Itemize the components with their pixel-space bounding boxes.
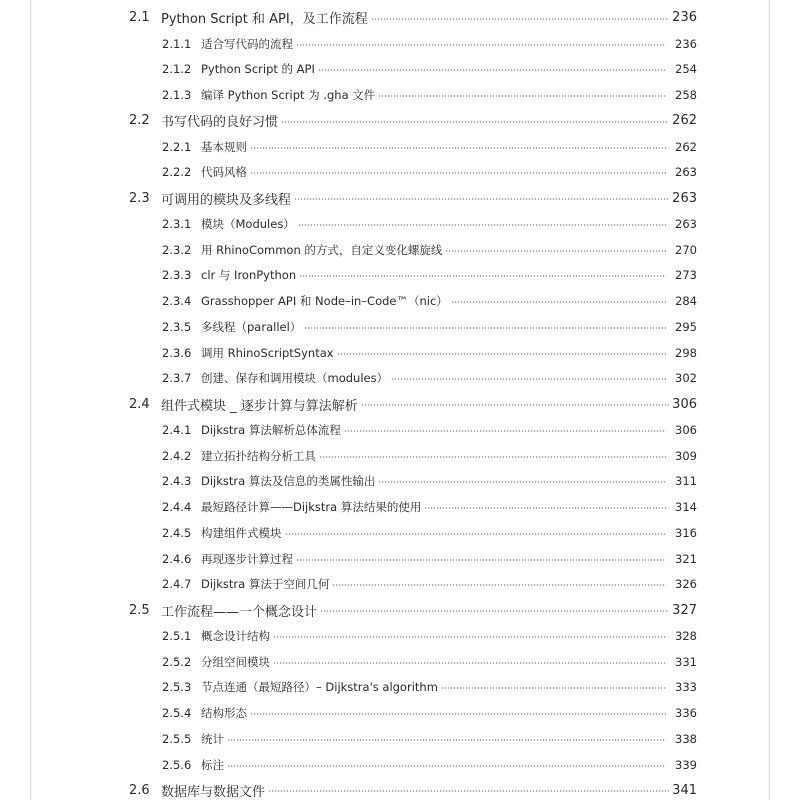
toc-section-entry[interactable]: [0, 778, 800, 800]
toc-entry-page-number: 298: [675, 345, 697, 360]
toc-subsection-entry[interactable]: [0, 263, 800, 289]
toc-subsection-entry[interactable]: [0, 546, 800, 572]
toc-section-entry[interactable]: [0, 108, 800, 134]
toc-subsection-entry[interactable]: [0, 675, 800, 701]
toc-entry-page-number: 311: [675, 474, 697, 489]
dot-leader: [227, 765, 666, 767]
dot-leader: [378, 95, 666, 97]
toc-entry-title: Python Script 和 API，及工作流程: [161, 12, 368, 28]
toc-entry-number: 2.5.1: [162, 628, 192, 643]
toc-entry-number: 2.3: [129, 190, 150, 206]
toc-entry-title: 结构形态: [201, 706, 247, 721]
toc-entry-number: 2.5: [129, 602, 150, 618]
toc-entry-page-number: 333: [675, 680, 697, 695]
toc-section-entry[interactable]: [0, 597, 800, 623]
toc-entry-title: Dijkstra 算法解析总体流程: [201, 422, 341, 437]
toc-entry-page-number: 262: [672, 113, 697, 129]
toc-entry-title: 最短路径计算——Dijkstra 算法结果的使用: [201, 500, 422, 515]
toc-entry-title: clr 与 IronPython: [201, 268, 297, 283]
toc-entry-title: 编译 Python Script 为 .gha 文件: [201, 88, 376, 103]
dot-leader: [318, 69, 666, 71]
toc-entry-number: 2.5.2: [162, 654, 192, 669]
toc-entry-page-number: 336: [675, 706, 697, 721]
toc-subsection-entry[interactable]: [0, 623, 800, 649]
toc-entry-title: 分组空间模块: [201, 654, 270, 669]
toc-entry-number: 2.1: [129, 10, 150, 26]
toc-entry-title: 概念设计结构: [201, 628, 270, 643]
toc-entry-title: 组件式模块 _ 逐步计算与算法解析: [161, 398, 358, 414]
toc-subsection-entry[interactable]: [0, 288, 800, 314]
dot-leader: [299, 275, 666, 277]
dot-leader: [371, 18, 669, 20]
dot-leader: [451, 301, 666, 303]
toc-subsection-entry[interactable]: [0, 649, 800, 675]
toc-entry-page-number: 295: [675, 319, 697, 334]
toc-entry-number: 2.3.6: [162, 345, 192, 360]
toc-subsection-entry[interactable]: [0, 494, 800, 520]
dot-leader: [391, 378, 666, 380]
toc-entry-number: 2.1.2: [162, 62, 192, 77]
toc-entry-number: 2.3.5: [162, 319, 192, 334]
toc-entry-title: 建立拓扑结构分析工具: [201, 448, 316, 463]
toc-entry-number: 2.5.4: [162, 706, 192, 721]
toc-entry-number: 2.1.1: [162, 36, 192, 51]
dot-leader: [296, 559, 666, 561]
toc-entry-number: 2.4: [129, 396, 150, 412]
dot-leader: [304, 327, 666, 329]
toc-section-entry[interactable]: [0, 391, 800, 417]
toc-entry-title: 构建组件式模块: [201, 525, 282, 540]
toc-entry-number: 2.4.6: [162, 551, 192, 566]
toc-entry-number: 2.3.1: [162, 216, 192, 231]
toc-entry-number: 2.6: [129, 782, 150, 798]
dot-leader: [281, 121, 669, 123]
toc-subsection-entry[interactable]: [0, 237, 800, 263]
toc-entry-title: Python Script 的 API: [201, 62, 315, 77]
toc-subsection-entry[interactable]: [0, 340, 800, 366]
toc-entry-page-number: 263: [675, 165, 697, 180]
toc-entry-page-number: 254: [675, 62, 697, 77]
toc-subsection-entry[interactable]: [0, 726, 800, 752]
toc-entry-title: Dijkstra 算法于空间几何: [201, 577, 330, 592]
toc-entry-page-number: 270: [675, 242, 697, 257]
toc-entry-number: 2.4.4: [162, 500, 192, 515]
toc-entry-page-number: 284: [675, 294, 697, 309]
toc-entry-title: 节点连通（最短路径）– Dijkstra's algorithm: [201, 680, 438, 695]
toc-entry-title: 书写代码的良好习惯: [161, 115, 279, 131]
toc-entry-title: 模块（Modules）: [201, 216, 295, 231]
toc-entry-number: 2.1.3: [162, 88, 192, 103]
toc-entry-page-number: 328: [675, 628, 697, 643]
toc-entry-page-number: 341: [672, 782, 697, 798]
dot-leader: [361, 404, 669, 406]
toc-subsection-entry[interactable]: [0, 211, 800, 237]
toc-entry-number: 2.4.2: [162, 448, 192, 463]
toc-entry-title: 代码风格: [201, 165, 247, 180]
toc-entry-page-number: 338: [675, 731, 697, 746]
dot-leader: [441, 687, 666, 689]
dot-leader: [250, 147, 666, 149]
toc-entry-title: 统计: [201, 731, 224, 746]
dot-leader: [344, 430, 666, 432]
toc-entry-page-number: 262: [675, 139, 697, 154]
toc-subsection-entry[interactable]: [0, 572, 800, 598]
toc-entry-number: 2.3.2: [162, 242, 192, 257]
dot-leader: [320, 610, 669, 612]
toc-entry-title: 标注: [201, 757, 224, 772]
toc-entry-number: 2.3.4: [162, 294, 192, 309]
toc-entry-title: 数据库与数据文件: [161, 784, 266, 800]
dot-leader: [250, 172, 666, 174]
toc-subsection-entry[interactable]: [0, 417, 800, 443]
toc-entry-page-number: 339: [675, 757, 697, 772]
toc-entry-number: 2.5.5: [162, 731, 192, 746]
toc-subsection-entry[interactable]: [0, 700, 800, 726]
toc-entry-title: 适合写代码的流程: [201, 36, 293, 51]
dot-leader: [273, 662, 666, 664]
toc-entry-page-number: 327: [672, 602, 697, 618]
toc-subsection-entry[interactable]: [0, 31, 800, 57]
toc-entry-page-number: 331: [675, 654, 697, 669]
toc-entry-page-number: 236: [672, 10, 697, 26]
toc-section-entry[interactable]: [0, 5, 800, 31]
toc-section-entry[interactable]: [0, 185, 800, 211]
dot-leader: [445, 250, 666, 252]
dot-leader: [332, 584, 666, 586]
dot-leader: [337, 353, 666, 355]
toc-entry-page-number: 273: [675, 268, 697, 283]
dot-leader: [294, 198, 669, 200]
toc-entry-number: 2.4.5: [162, 525, 192, 540]
toc-entry-page-number: 321: [675, 551, 697, 566]
dot-leader: [319, 456, 666, 458]
toc-entry-title: 多线程（parallel）: [201, 319, 302, 334]
toc-subsection-entry[interactable]: [0, 469, 800, 495]
toc-subsection-entry[interactable]: [0, 443, 800, 469]
toc-entry-number: 2.3.3: [162, 268, 192, 283]
dot-leader: [268, 790, 669, 792]
toc-subsection-entry[interactable]: [0, 57, 800, 83]
dot-leader: [285, 533, 667, 535]
dot-leader: [424, 507, 666, 509]
table-of-contents: [0, 5, 800, 800]
toc-entry-number: 2.5.3: [162, 680, 192, 695]
toc-entry-title: 创建、保存和调用模块（modules）: [201, 371, 389, 386]
toc-entry-page-number: 309: [675, 448, 697, 463]
toc-entry-number: 2.2.1: [162, 139, 192, 154]
toc-entry-page-number: 302: [675, 371, 697, 386]
toc-entry-page-number: 306: [675, 422, 697, 437]
toc-entry-page-number: 306: [672, 396, 697, 412]
toc-entry-number: 2.5.6: [162, 757, 192, 772]
toc-entry-number: 2.4.3: [162, 474, 192, 489]
dot-leader: [227, 739, 666, 741]
toc-entry-number: 2.2: [129, 113, 150, 129]
toc-entry-title: 基本规则: [201, 139, 247, 154]
toc-entry-title: Dijkstra 算法及信息的类属性输出: [201, 474, 376, 489]
dot-leader: [298, 224, 666, 226]
toc-entry-page-number: 314: [675, 500, 697, 515]
toc-subsection-entry[interactable]: [0, 134, 800, 160]
toc-entry-number: 2.4.7: [162, 577, 192, 592]
toc-subsection-entry[interactable]: [0, 366, 800, 392]
toc-subsection-entry[interactable]: [0, 520, 800, 546]
toc-subsection-entry[interactable]: [0, 314, 800, 340]
toc-entry-page-number: 236: [675, 36, 697, 51]
dot-leader: [273, 636, 666, 638]
toc-entry-page-number: 263: [672, 190, 697, 206]
toc-entry-number: 2.2.2: [162, 165, 192, 180]
toc-entry-number: 2.4.1: [162, 422, 192, 437]
toc-entry-title: 用 RhinoCommon 的方式，自定义变化螺旋线: [201, 242, 443, 257]
toc-subsection-entry[interactable]: [0, 82, 800, 108]
toc-entry-title: 可调用的模块及多线程: [161, 192, 292, 208]
toc-entry-title: 工作流程——一个概念设计: [161, 604, 318, 620]
toc-entry-title: Grasshopper API 和 Node–in–Code™（nic）: [201, 294, 448, 309]
toc-subsection-entry[interactable]: [0, 160, 800, 186]
toc-entry-page-number: 263: [675, 216, 697, 231]
dot-leader: [296, 44, 666, 46]
toc-entry-title: 再现逐步计算过程: [201, 551, 293, 566]
dot-leader: [250, 713, 666, 715]
toc-entry-page-number: 316: [675, 525, 697, 540]
dot-leader: [378, 481, 666, 483]
toc-subsection-entry[interactable]: [0, 752, 800, 778]
toc-entry-number: 2.3.7: [162, 371, 192, 386]
toc-entry-title: 调用 RhinoScriptSyntax: [201, 345, 334, 360]
toc-entry-page-number: 258: [675, 88, 697, 103]
toc-entry-page-number: 326: [675, 577, 697, 592]
